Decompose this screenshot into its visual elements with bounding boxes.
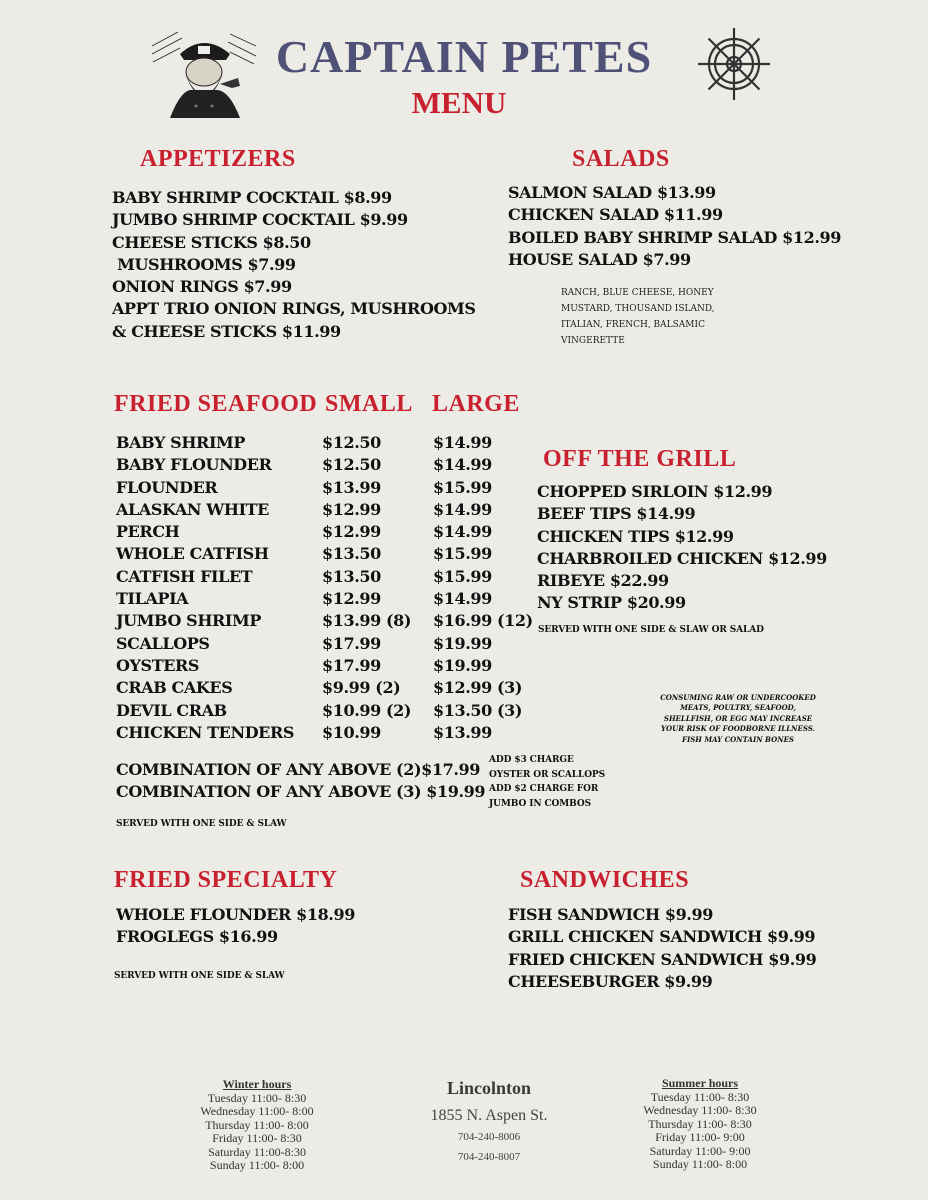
list-item: SALMON SALAD $13.99 <box>508 183 716 202</box>
fried-specialty-heading: FRIED SPECIALTY <box>114 867 338 893</box>
hours-line: Thursday 11:00- 8:30 <box>648 1116 752 1131</box>
table-row <box>116 677 533 699</box>
table-row <box>116 477 533 499</box>
large-price: $15.99 <box>433 477 492 497</box>
item-name: JUMBO SHRIMP <box>116 611 261 631</box>
fried-seafood-table <box>116 432 533 744</box>
item-name: SCALLOPS <box>116 633 210 653</box>
location-city: Lincolnton <box>446 1078 532 1098</box>
list-item: GRILL CHICKEN SANDWICH $9.99 <box>508 927 816 947</box>
list-item: COMBINATION OF ANY ABOVE (3) $19.99 <box>116 782 486 802</box>
large-price: $19.99 <box>433 655 492 675</box>
small-price: $10.99 (2) <box>322 700 412 720</box>
menu-subtitle: MENU <box>411 85 507 120</box>
hours-line: Wednesday 11:00- 8:30 <box>643 1103 757 1117</box>
combination-list <box>116 759 485 804</box>
list-item: NY STRIP $20.99 <box>537 593 686 613</box>
grill-side-note: SERVED WITH ONE SIDE & SLAW OR SALAD <box>538 625 764 635</box>
large-price: $13.50 (3) <box>433 700 523 720</box>
item-name: FLOUNDER <box>116 477 218 497</box>
list-item: BEEF TIPS $14.99 <box>537 504 696 524</box>
small-price: $12.99 <box>322 522 381 542</box>
warning-line: YOUR RISK OF FOODBORNE ILLNESS. <box>661 724 815 734</box>
large-price: $14.99 <box>433 433 492 452</box>
location-block <box>400 1078 578 1163</box>
list-item: CHICKEN SALAD $11.99 <box>508 205 723 225</box>
list-item: CHICKEN TIPS $12.99 <box>537 526 734 546</box>
item-name: ALASKAN WHITE <box>116 499 269 519</box>
table-row <box>116 432 533 454</box>
item-name: BABY SHRIMP <box>116 433 245 452</box>
food-safety-warning <box>648 693 828 745</box>
table-row <box>116 499 533 521</box>
table-row <box>116 722 533 744</box>
large-price: $13.99 <box>433 722 492 742</box>
small-price: $17.99 <box>322 633 381 653</box>
item-name: DEVIL CRAB <box>116 700 227 720</box>
grill-heading: OFF THE GRILL <box>543 446 737 472</box>
list-item: BOILED BABY SHRIMP SALAD $12.99 <box>508 227 841 247</box>
seafood-side-note: SERVED WITH ONE SIDE & SLAW <box>116 819 287 829</box>
large-column-header: LARGE <box>432 391 520 417</box>
hours-line: Wednesday 11:00- 8:00 <box>200 1104 314 1118</box>
hours-line: Sunday 11:00- 8:00 <box>652 1157 748 1171</box>
dressing-line: ITALIAN, FRENCH, BALSAMIC <box>561 320 705 330</box>
dressing-line: VINGERETTE <box>561 336 625 346</box>
specialty-side-note: SERVED WITH ONE SIDE & SLAW <box>114 971 285 981</box>
hours-line: Thursday 11:00- 8:00 <box>205 1117 309 1132</box>
small-column-header: SMALL <box>325 391 413 417</box>
appetizers-list <box>112 187 476 343</box>
table-row <box>116 454 533 476</box>
list-item: COMBINATION OF ANY ABOVE (2)$17.99 <box>116 760 480 779</box>
note-line: OYSTER OR SCALLOPS <box>489 769 605 780</box>
list-item: FISH SANDWICH $9.99 <box>508 905 713 924</box>
large-price: $15.99 <box>433 566 492 586</box>
list-item: RIBEYE $22.99 <box>537 571 669 591</box>
summer-hours-title: Summer hours <box>661 1076 739 1090</box>
warning-line: MEATS, POULTRY, SEAFOOD, <box>680 703 796 713</box>
hours-line: Sunday 11:00- 8:00 <box>209 1158 305 1172</box>
dressing-line: RANCH, BLUE CHEESE, HONEY <box>561 288 714 298</box>
item-name: TILAPIA <box>116 589 189 609</box>
small-price: $13.99 (8) <box>322 611 412 631</box>
list-item: JUMBO SHRIMP COCKTAIL $9.99 <box>112 210 408 230</box>
small-price: $12.99 <box>322 499 381 519</box>
list-item: CHEESEBURGER $9.99 <box>508 971 713 991</box>
hours-line: Friday 11:00- 8:30 <box>212 1131 302 1145</box>
list-item: FROGLEGS $16.99 <box>116 927 278 947</box>
grill-list <box>537 481 827 615</box>
small-price: $12.50 <box>322 455 381 475</box>
item-name: PERCH <box>116 522 180 542</box>
table-row <box>116 633 533 655</box>
list-item: CHARBROILED CHICKEN $12.99 <box>537 548 827 568</box>
small-price: $17.99 <box>322 655 381 675</box>
warning-line: CONSUMING RAW OR UNDERCOOKED <box>660 693 816 702</box>
summer-hours <box>630 1077 770 1172</box>
note-line: ADD $2 CHARGE FOR <box>489 784 599 794</box>
combo-charge-notes <box>489 753 605 811</box>
list-item: BABY SHRIMP COCKTAIL $8.99 <box>112 188 392 207</box>
list-item: ONION RINGS $7.99 <box>112 277 292 297</box>
small-price: $12.99 <box>322 589 381 609</box>
small-price: $10.99 <box>322 722 381 742</box>
large-price: $19.99 <box>433 633 492 653</box>
table-row <box>116 610 533 632</box>
table-row <box>116 700 533 722</box>
restaurant-title: CAPTAIN PETES <box>275 31 653 82</box>
small-price: $13.50 <box>322 566 381 586</box>
hours-line: Saturday 11:00- 9:00 <box>649 1143 751 1158</box>
small-price: $9.99 (2) <box>322 678 401 698</box>
item-name: CATFISH FILET <box>116 566 253 586</box>
small-price: $12.50 <box>322 433 381 452</box>
large-price: $15.99 <box>433 544 492 564</box>
list-item: HOUSE SALAD $7.99 <box>508 249 691 269</box>
dressing-line: MUSTARD, THOUSAND ISLAND, <box>561 304 715 314</box>
sandwiches-list <box>508 904 816 993</box>
dressing-options <box>561 285 715 349</box>
large-price: $16.99 (12) <box>433 611 533 631</box>
winter-hours-title: Winter hours <box>222 1077 292 1091</box>
small-price: $13.99 <box>322 477 381 497</box>
note-line: JUMBO IN COMBOS <box>489 798 591 809</box>
appetizers-heading: APPETIZERS <box>140 146 296 172</box>
warning-line: FISH MAY CONTAIN BONES <box>682 734 794 744</box>
list-item: & CHEESE STICKS $11.99 <box>112 321 341 341</box>
table-row <box>116 566 533 588</box>
note-line: ADD $3 CHARGE <box>489 755 574 765</box>
warning-line: SHELLFISH, OR EGG MAY INCREASE <box>663 713 813 723</box>
large-price: $14.99 <box>433 589 492 609</box>
large-price: $14.99 <box>433 499 492 519</box>
large-price: $14.99 <box>433 455 492 475</box>
location-address: 1855 N. Aspen St. <box>430 1107 548 1124</box>
fried-specialty-list <box>116 904 355 949</box>
table-row <box>116 588 533 610</box>
winter-hours <box>187 1078 327 1173</box>
table-row <box>116 543 533 565</box>
salads-list <box>508 182 841 271</box>
hours-line: Friday 11:00- 9:00 <box>655 1130 745 1144</box>
hours-line: Tuesday 11:00- 8:30 <box>650 1089 750 1104</box>
hours-line: Saturday 11:00-8:30 <box>208 1144 306 1159</box>
list-item: MUSHROOMS $7.99 <box>112 254 296 274</box>
list-item: CHOPPED SIRLOIN $12.99 <box>537 482 773 501</box>
table-row <box>116 521 533 543</box>
fried-seafood-heading: FRIED SEAFOOD <box>114 391 318 417</box>
hours-line: Tuesday 11:00- 8:30 <box>207 1090 307 1105</box>
phone-number: 704-240-8006 <box>457 1131 521 1143</box>
item-name: WHOLE CATFISH <box>116 544 269 564</box>
item-name: BABY FLOUNDER <box>116 455 272 475</box>
sandwiches-heading: SANDWICHES <box>520 867 690 893</box>
large-price: $14.99 <box>433 522 492 542</box>
small-price: $13.50 <box>322 544 381 564</box>
table-row <box>116 655 533 677</box>
phone-number: 704-240-8007 <box>457 1151 521 1163</box>
list-item: CHEESE STICKS $8.50 <box>112 232 311 252</box>
item-name: CRAB CAKES <box>116 678 233 698</box>
salads-heading: SALADS <box>572 146 670 172</box>
item-name: OYSTERS <box>116 655 200 675</box>
large-price: $12.99 (3) <box>433 678 523 698</box>
list-item: WHOLE FLOUNDER $18.99 <box>116 905 355 924</box>
list-item: FRIED CHICKEN SANDWICH $9.99 <box>508 949 817 969</box>
item-name: CHICKEN TENDERS <box>116 722 295 742</box>
list-item: APPT TRIO ONION RINGS, MUSHROOMS <box>112 299 476 319</box>
